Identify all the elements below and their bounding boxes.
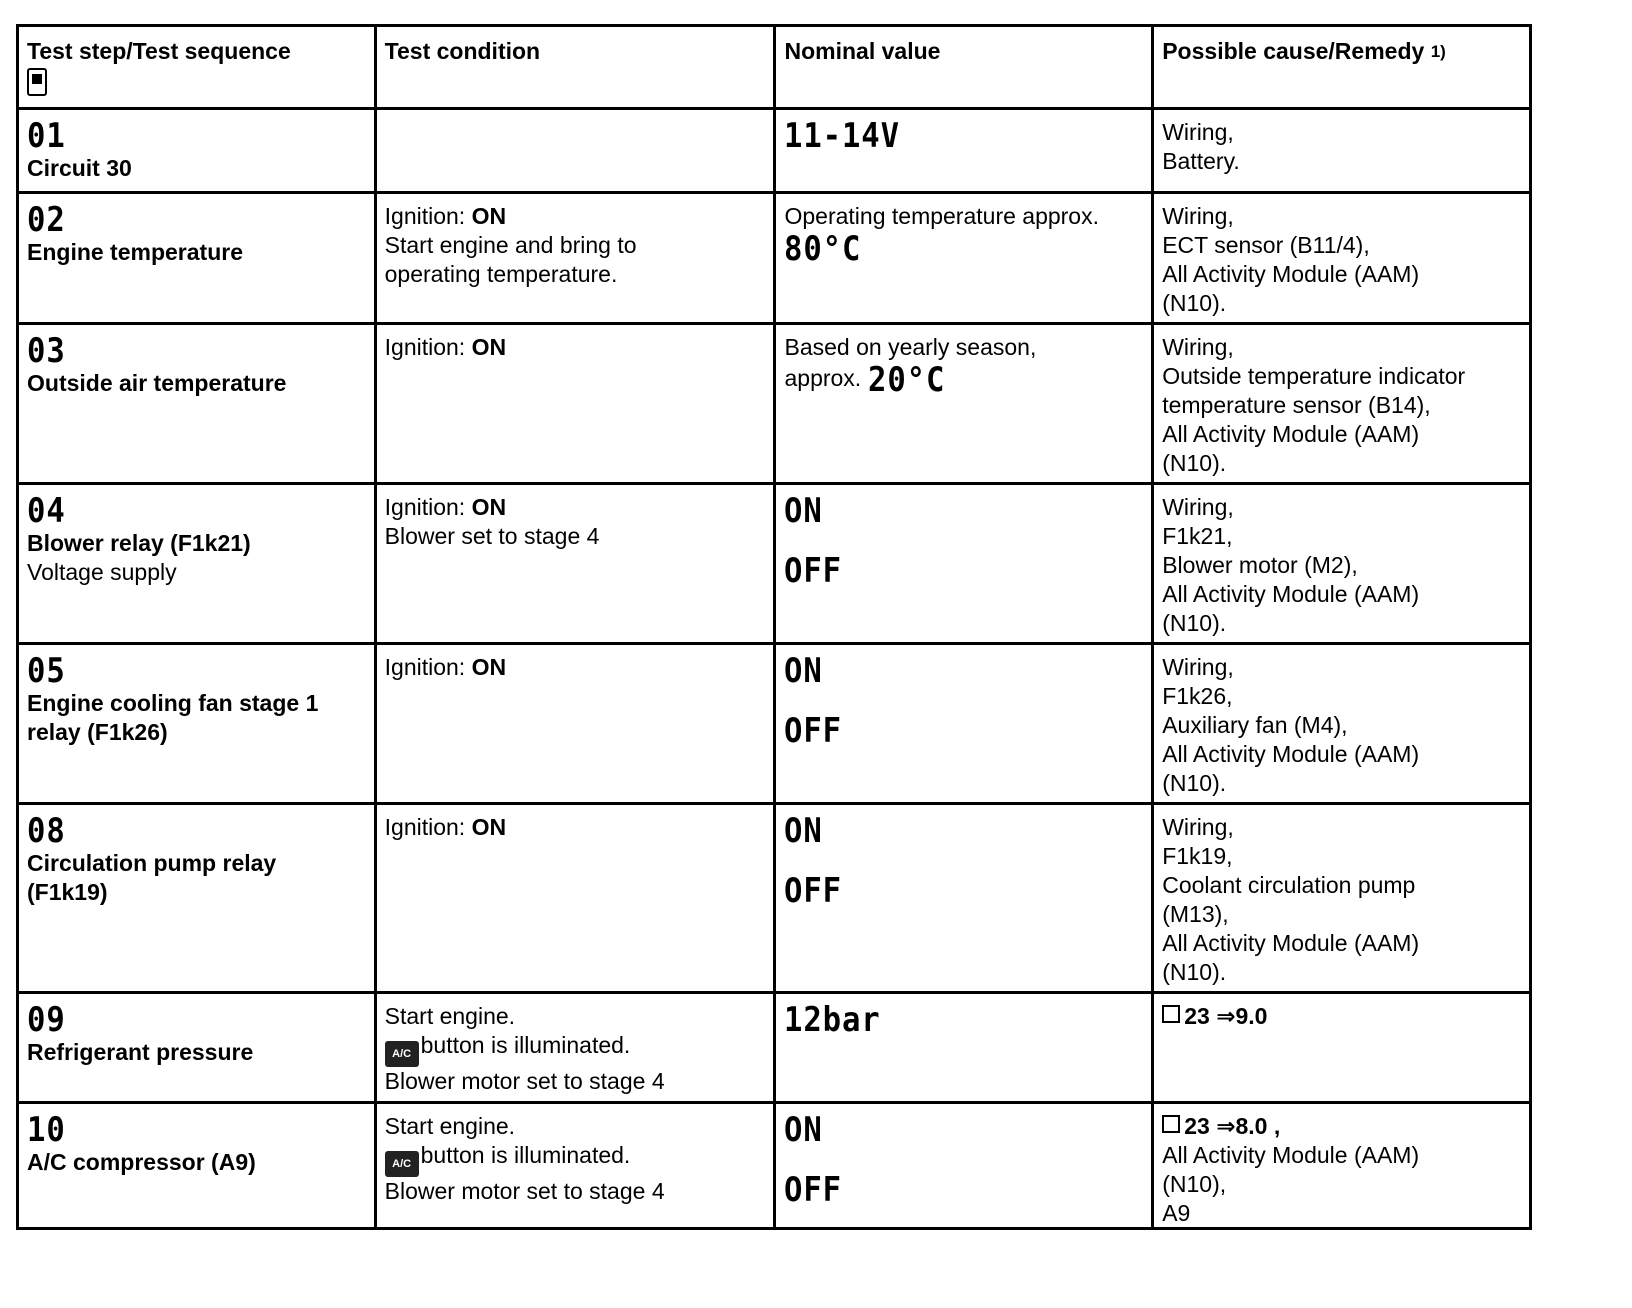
condition-cell: Ignition: ON <box>375 644 775 804</box>
table-row <box>18 109 1531 193</box>
table-row <box>18 993 1531 1103</box>
nominal-cell <box>775 1103 1153 1229</box>
lcd-value: 20°C <box>867 360 945 400</box>
step-code: 03 <box>27 331 66 371</box>
diagnostic-table <box>16 24 1532 1230</box>
step-code: 02 <box>27 200 66 240</box>
table-row <box>18 804 1531 993</box>
condition-cell: Ignition: ON <box>375 324 775 484</box>
reference-box-icon <box>1162 1005 1180 1023</box>
lcd-off: OFF <box>784 871 843 911</box>
cause-cell: Wiring, F1k21, Blower motor (M2), All Activity Module (AAM) (N10). <box>1153 484 1531 644</box>
step-code: 09 <box>27 1000 66 1040</box>
lcd-on: ON <box>784 651 824 691</box>
cause-cell: 23 ⇒8.0 , All Activity Module (AAM) (N10), A9 <box>1153 1103 1531 1229</box>
cause-cell: Wiring, ECT sensor (B11/4), All Activity Module (AAM) (N10). <box>1153 193 1531 324</box>
condition-cell <box>375 109 775 193</box>
step-cell: 01 Circuit 30 <box>18 109 376 193</box>
nominal-cell <box>775 109 1153 193</box>
nominal-cell <box>775 993 1153 1103</box>
step-cell: 08 Circulation pump relay (F1k19) <box>18 804 376 993</box>
step-cell: 04 Blower relay (F1k21) Voltage supply <box>18 484 376 644</box>
reference-box-icon <box>1162 1115 1180 1133</box>
lcd-on: ON <box>784 1110 824 1150</box>
cause-cell: Wiring, Battery. <box>1153 109 1531 193</box>
nominal-cell <box>775 484 1153 644</box>
nominal-cell: Operating temperature approx. 80°C <box>775 193 1153 324</box>
step-code: 04 <box>27 491 66 531</box>
lcd-off: OFF <box>784 711 843 751</box>
lcd-value: 11-14V <box>784 116 901 156</box>
table-row <box>18 644 1531 804</box>
remote-control-icon <box>27 68 47 96</box>
table-row <box>18 1103 1531 1229</box>
nominal-cell: Based on yearly season, approx. 20°C <box>775 324 1153 484</box>
lcd-on: ON <box>784 811 824 851</box>
header-row <box>18 26 1531 109</box>
step-cell: 10 A/C compressor (A9) <box>18 1103 376 1229</box>
step-code: 01 <box>27 116 66 156</box>
lcd-off: OFF <box>784 1170 843 1210</box>
table-row <box>18 193 1531 324</box>
reference-link[interactable]: 23 ⇒8.0 , <box>1184 1113 1281 1139</box>
step-code: 05 <box>27 651 66 691</box>
step-cell: 02 Engine temperature <box>18 193 376 324</box>
lcd-value: 80°C <box>784 229 862 269</box>
header-cause: Possible cause/Remedy 1) <box>1153 26 1531 109</box>
lcd-off: OFF <box>784 551 843 591</box>
ac-button-icon: A/C <box>385 1151 419 1177</box>
header-step: Test step/Test sequence <box>18 26 376 109</box>
cause-cell: Wiring, Outside temperature indicator temperature sensor (B14), All Activity Module (AAM) (N10). <box>1153 324 1531 484</box>
reference-link[interactable]: 23 ⇒9.0 <box>1184 1003 1268 1029</box>
header-condition: Test condition <box>375 26 775 109</box>
lcd-value: 12bar <box>784 1000 882 1040</box>
condition-cell: Ignition: ON Start engine and bring to operating temperature. <box>375 193 775 324</box>
step-cell: 09 Refrigerant pressure <box>18 993 376 1103</box>
header-nominal: Nominal value <box>775 26 1153 109</box>
cause-cell: Wiring, F1k26, Auxiliary fan (M4), All Activity Module (AAM) (N10). <box>1153 644 1531 804</box>
step-code: 10 <box>27 1110 66 1150</box>
nominal-cell <box>775 804 1153 993</box>
lcd-on: ON <box>784 491 824 531</box>
cut-off-text: A9 <box>1162 1200 1191 1221</box>
condition-cell: Start engine. A/C button is illuminated. Blower motor set to stage 4 <box>375 993 775 1103</box>
step-cell: 03 Outside air temperature <box>18 324 376 484</box>
table-row <box>18 484 1531 644</box>
cause-cell <box>1153 993 1531 1103</box>
step-cell: 05 Engine cooling fan stage 1 relay (F1k26) <box>18 644 376 804</box>
cause-cell: Wiring, F1k19, Coolant circulation pump (M13), All Activity Module (AAM) (N10). <box>1153 804 1531 993</box>
condition-cell: Ignition: ON <box>375 804 775 993</box>
condition-cell: Ignition: ON Blower set to stage 4 <box>375 484 775 644</box>
nominal-cell <box>775 644 1153 804</box>
table-row <box>18 324 1531 484</box>
step-code: 08 <box>27 811 66 851</box>
condition-cell: Start engine. A/C button is illuminated. Blower motor set to stage 4 <box>375 1103 775 1229</box>
ac-button-icon: A/C <box>385 1041 419 1067</box>
